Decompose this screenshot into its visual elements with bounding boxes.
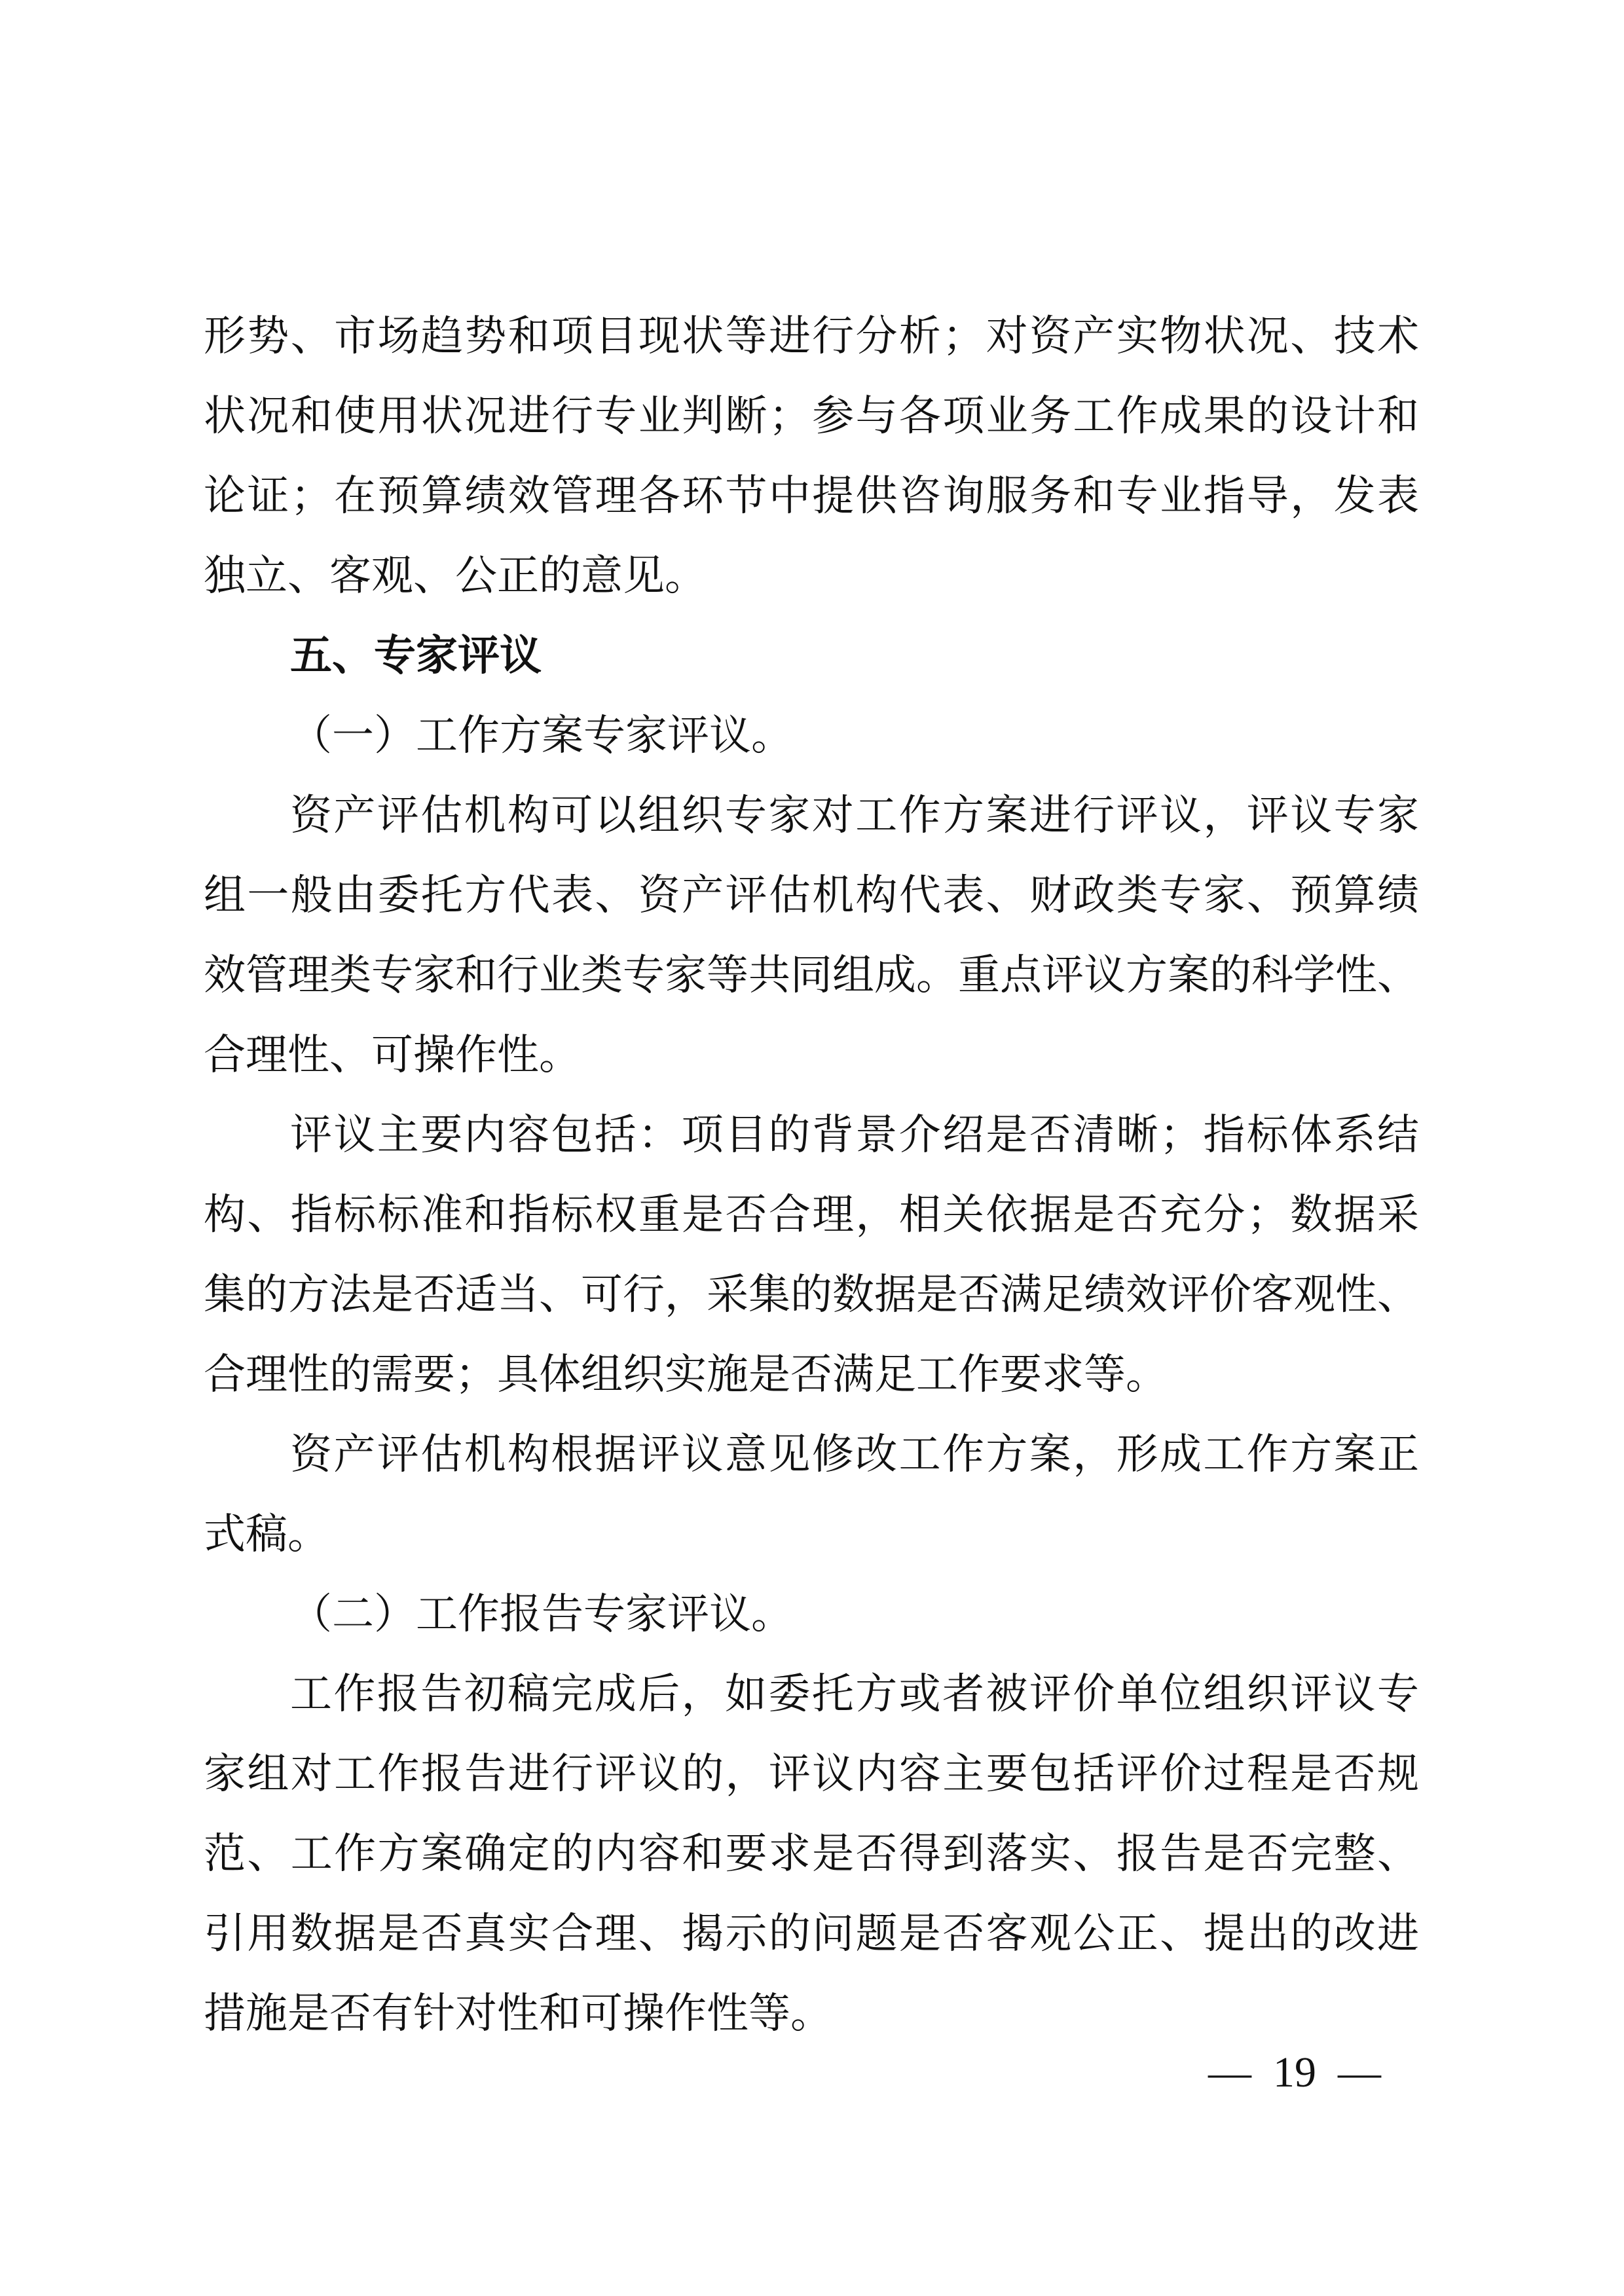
text-line: 措施是否有针对性和可操作性等。 [204,1990,832,2038]
text-line: 组一般由委托方代表、资产评估机构代表、财政类专家、预算绩 [204,871,1419,920]
text-line: 效管理类专家和行业类专家等共同组成。重点评议方案的科学性、 [204,951,1419,1000]
text-line: 集的方法是否适当、可行，采集的数据是否满足绩效评价客观性、 [204,1271,1419,1319]
document-body [204,297,1419,2054]
text-line: 范、工作方案确定的内容和要求是否得到落实、报告是否完整、 [204,1830,1419,1878]
text-line: 资产评估机构根据评议意见修改工作方案，形成工作方案正 [290,1430,1419,1479]
text-line: 论证；在预算绩效管理各环节中提供咨询服务和专业指导，发表 [204,472,1419,520]
text-line: 独立、客观、公正的意见。 [204,552,707,600]
subsection-heading: （一）工作方案专家评议。 [290,712,793,760]
text-line: 状况和使用状况进行专业判断；参与各项业务工作成果的设计和 [204,392,1419,441]
text-line: 引用数据是否真实合理、揭示的问题是否客观公正、提出的改进 [204,1910,1419,1958]
text-line: 形势、市场趋势和项目现状等进行分析；对资产实物状况、技术 [204,312,1419,361]
text-line: 资产评估机构可以组织专家对工作方案进行评议，评议专家 [290,792,1419,840]
page-number: — 19 — [1208,2049,1381,2096]
text-line: 式稿。 [204,1510,329,1559]
text-line: 工作报告初稿完成后，如委托方或者被评价单位组织评议专 [290,1670,1419,1719]
section-heading: 五、专家评议 [290,632,542,680]
text-line: 合理性、可操作性。 [204,1031,581,1080]
text-line: 构、指标标准和指标权重是否合理，相关依据是否充分；数据采 [204,1191,1419,1239]
text-line: 合理性的需要；具体组织实施是否满足工作要求等。 [204,1351,1168,1399]
subsection-heading: （二）工作报告专家评议。 [290,1590,793,1639]
text-line: 家组对工作报告进行评议的，评议内容主要包括评价过程是否规 [204,1750,1419,1798]
text-line: 评议主要内容包括：项目的背景介绍是否清晰；指标体系结 [290,1111,1419,1159]
